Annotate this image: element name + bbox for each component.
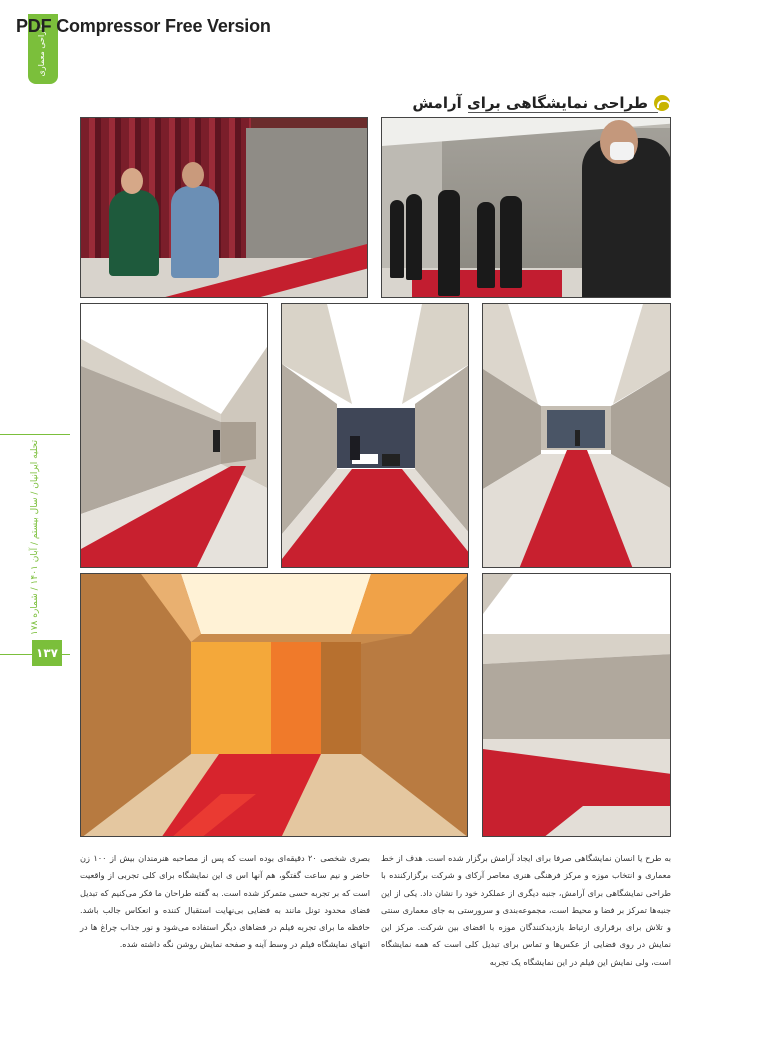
person-man bbox=[171, 186, 219, 278]
photo-corridor-center bbox=[482, 303, 671, 568]
article-text-left-column: بصری شخصی ۲۰ دقیقه‌ای بوده است که پس از مصاحبه هنرمندان بیش از ۱۰۰ زن حاضر و نیم ساعت گفتگو، هم آنها اس ی این نمایشگاه برای کلی تجربی از واقعیت است که بر تجربه حسی متمرکز شده است. به گفته طراحان ما فکر می‌کنیم که تبدیل فضای محدود تونل مانند به فضایی بی‌نهایت استقبال کننده و انعکاس جالب باشد. حافظه ما برای تجربه فیلم در فضاهای دیگر استفاده می‌شود و نور جذاب چراغ ها در انتهای نمایشگاه فیلم در وسط آینه و صفحه نمایش روشن نگه داشته شده. bbox=[80, 853, 370, 950]
issue-info: تحلیه ایرانیان / سال بیستم / آبان ۱۴۰۱ / شماره ۱۷۸ bbox=[30, 440, 40, 636]
photo-corridor-carpet-detail bbox=[482, 573, 671, 837]
photo-corridor-desk bbox=[281, 303, 469, 568]
photo-visitors-corridor bbox=[381, 117, 671, 298]
photo-corridor-warm-light bbox=[80, 573, 468, 837]
section-tab-label: طراحی معماری bbox=[37, 24, 46, 77]
title-underline bbox=[468, 112, 658, 113]
person-woman bbox=[109, 190, 159, 276]
side-divider-top bbox=[0, 434, 70, 435]
article-text-right-column: به طرح یا انسان نمایشگاهی صرفا برای ایجاد آرامش برگزار شده است. هدف از خط معماری و انتخاب موزه و مرکز فرهنگی هنری معاصر آرکای و شرکت برگزارکننده با طراحی نمایشگاهی برای آرامش، جنبه دیگری از عملکرد خود را نشان داد. یکی از این جنبه‌ها تمرکز بر فضا و محیط است، مجموعه‌بندی و سرورستی به جای معماری سنتی و تلاش برای برقراری ارتباط بازدیدکنندگان موزه با افضای بین شرکت. مرکز این نمایش در روی فضایی از عکس‌ها و تماس برای تبدیل کلی است که همه نمایشگاه است، ولی نمایش این فیلم در این نمایشگاه یک تجربه bbox=[381, 853, 671, 967]
watermark: PDF Compressor Free Version bbox=[16, 16, 271, 36]
article-title: طراحی نمایشگاهی برای آرامش bbox=[412, 94, 648, 112]
photo-corridor-left bbox=[80, 303, 268, 568]
face-mask bbox=[610, 142, 634, 160]
page-number: ۱۳۷ bbox=[32, 640, 62, 666]
article-title-block bbox=[412, 94, 670, 112]
bridge-icon bbox=[654, 95, 670, 111]
photo-red-curtain-interview bbox=[80, 117, 368, 298]
